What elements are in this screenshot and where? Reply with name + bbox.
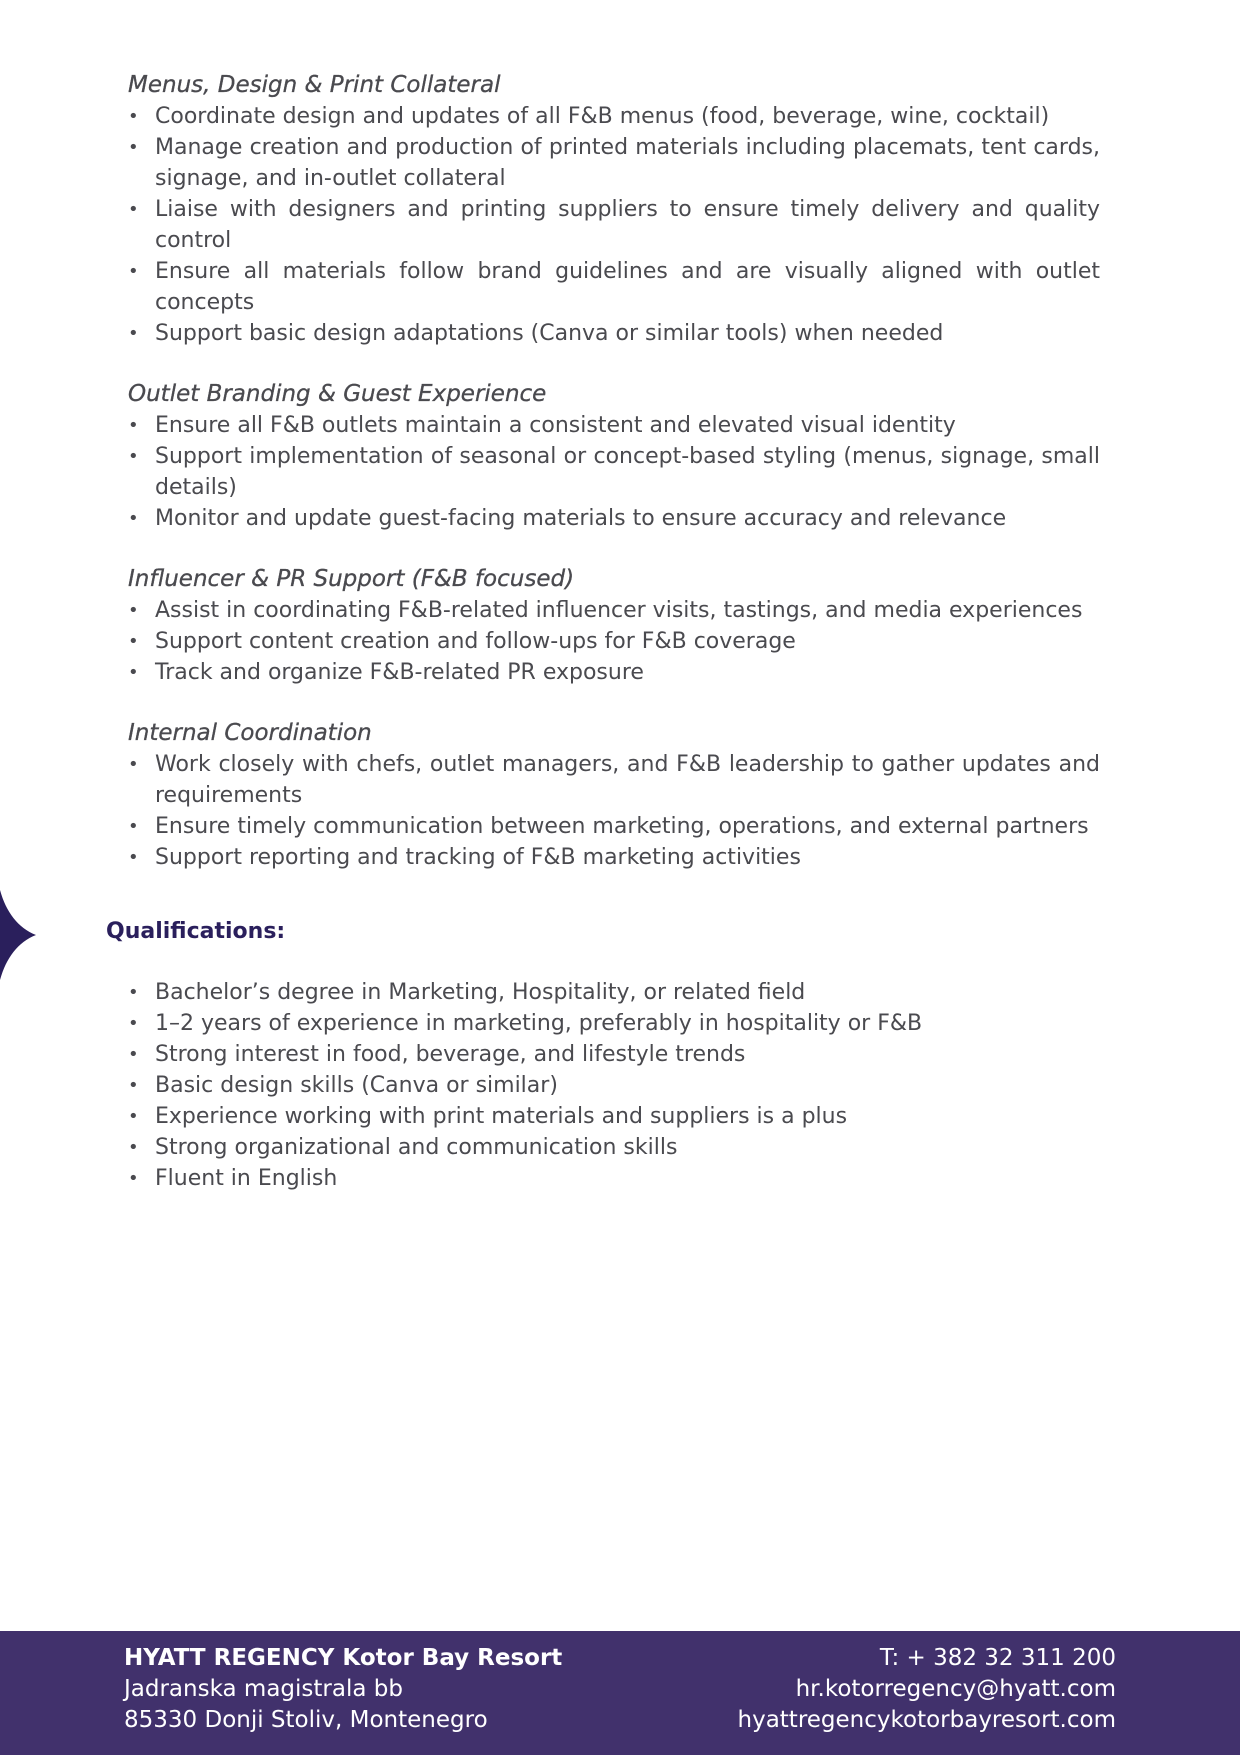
bullet-list (128, 595, 1100, 688)
phone-number: T: + 382 32 311 200 (879, 1645, 1116, 1671)
list-item: • Fluent in English (128, 1163, 1100, 1194)
section-influencer-pr (128, 564, 1100, 688)
list-item: • Ensure all F&B outlets maintain a consistent and elevated visual identity (128, 410, 1100, 441)
list-item: • Monitor and update guest-facing materials to ensure accuracy and relevance (128, 503, 1100, 534)
section-title: Menus, Design & Print Collateral (128, 72, 501, 98)
list-item: • Strong organizational and communication skills (128, 1132, 1100, 1163)
qualifications-content (128, 977, 1100, 1194)
list-item: • Coordinate design and updates of all F&B menus (food, beverage, wine, cocktail) (128, 101, 1100, 132)
qualifications-heading: Qualifications: (106, 919, 286, 944)
website-link[interactable]: hyattregencykotorbayresort.com (737, 1707, 1116, 1733)
list-item: • Liaise with designers and printing suppliers to ensure timely delivery and quality control (128, 194, 1100, 256)
decorative-star-shape (0, 890, 36, 980)
address-line-1: Jadranska magistrala bb (124, 1676, 403, 1702)
bullet-list (128, 749, 1100, 873)
list-item: • Bachelor’s degree in Marketing, Hospitality, or related field (128, 977, 1100, 1008)
section-title: Outlet Branding & Guest Experience (128, 381, 547, 407)
section-title: Internal Coordination (128, 720, 372, 746)
section-internal-coordination (128, 718, 1100, 873)
footer-address-block (124, 1643, 562, 1736)
list-item: • Experience working with print materials and suppliers is a plus (128, 1101, 1100, 1132)
list-item: • Manage creation and production of printed materials including placemats, tent cards, signage, and in-outlet collateral (128, 132, 1100, 194)
address-line-2: 85330 Donji Stoliv, Montenegro (124, 1707, 488, 1733)
responsibilities-content (128, 70, 1100, 903)
section-outlet-branding (128, 379, 1100, 534)
list-item: • Work closely with chefs, outlet managers, and F&B leadership to gather updates and requirements (128, 749, 1100, 811)
list-item: • Assist in coordinating F&B-related influencer visits, tastings, and media experiences (128, 595, 1100, 626)
list-item: • Support implementation of seasonal or concept-based styling (menus, signage, small details) (128, 441, 1100, 503)
qualifications-list (128, 977, 1100, 1194)
section-title: Influencer & PR Support (F&B focused) (128, 566, 575, 592)
bullet-list (128, 410, 1100, 534)
list-item: • Support basic design adaptations (Canva or similar tools) when needed (128, 318, 1100, 349)
list-item: • Strong interest in food, beverage, and lifestyle trends (128, 1039, 1100, 1070)
list-item: • Ensure timely communication between marketing, operations, and external partners (128, 811, 1100, 842)
list-item: • Support content creation and follow-ups for F&B coverage (128, 626, 1100, 657)
resort-name: HYATT REGENCY Kotor Bay Resort (124, 1645, 563, 1671)
bullet-list (128, 101, 1100, 349)
footer-bar (0, 1631, 1240, 1755)
list-item: • Basic design skills (Canva or similar) (128, 1070, 1100, 1101)
list-item: • Ensure all materials follow brand guidelines and are visually aligned with outlet concepts (128, 256, 1100, 318)
list-item: • Track and organize F&B-related PR exposure (128, 657, 1100, 688)
email-address[interactable]: hr.kotorregency@hyatt.com (795, 1676, 1116, 1702)
section-menus-design (128, 70, 1100, 349)
list-item: • 1–2 years of experience in marketing, preferably in hospitality or F&B (128, 1008, 1100, 1039)
footer-contact-block (738, 1643, 1117, 1736)
list-item: • Support reporting and tracking of F&B marketing activities (128, 842, 1100, 873)
